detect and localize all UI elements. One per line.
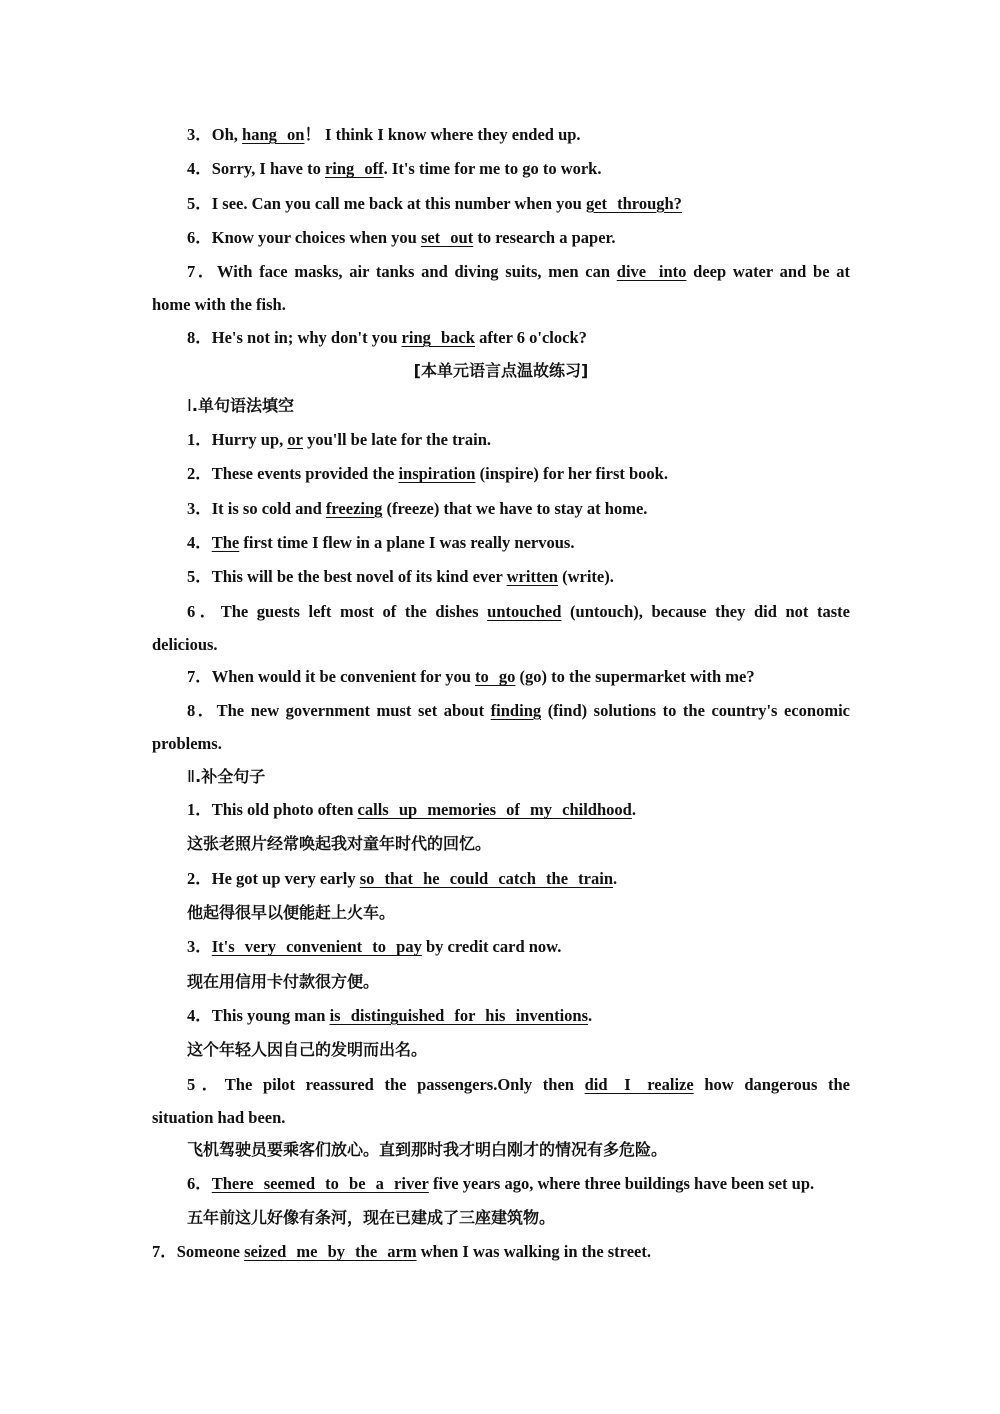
- sentence-item-6-translation: 五年前这儿好像有条河，现在已建成了三座建筑物。: [187, 1208, 556, 1228]
- item-text-before: He got up very early: [211, 868, 360, 888]
- item-text-before: The new government must set about: [216, 700, 491, 720]
- item-text-after: .: [613, 868, 618, 888]
- item-number: 3．: [187, 498, 212, 518]
- answer-blank: is distinguished for his inventions: [329, 1005, 589, 1025]
- answer-blank: set out: [420, 227, 474, 247]
- sentence-item-1: [152, 793, 850, 827]
- item-text-before: Sorry, I have to: [211, 159, 325, 179]
- item-number: 4．: [187, 532, 212, 552]
- item-text-after: when I was walking in the street.: [416, 1242, 651, 1262]
- item-text-after: to research a paper.: [473, 227, 616, 247]
- sentence-item-4-translation: 这个年轻人因自己的发明而出名。: [187, 1040, 428, 1060]
- sentence-item-2-translation: 他起得很早以便能赶上火车。: [187, 903, 396, 923]
- answer-blank: The: [211, 532, 240, 552]
- item-number: 7．: [187, 262, 218, 282]
- item-text-before: This young man: [211, 1005, 330, 1025]
- item-number: 4．: [187, 159, 212, 179]
- item-text-continued: problems.: [152, 734, 222, 754]
- item-number: 3．: [187, 937, 212, 957]
- item-text-after: by credit card now.: [421, 937, 562, 957]
- grammar-item-7: [152, 661, 850, 694]
- grammar-item-2: [152, 457, 850, 491]
- item-number: 6．: [187, 601, 221, 621]
- item-text-before: This will be the best novel of its kind ever: [211, 567, 507, 587]
- answer-blank: get through?: [585, 193, 682, 213]
- answer-blank: to go: [475, 667, 516, 687]
- sentence-item-6: [152, 1167, 850, 1201]
- item-text-after: first time I flew in a plane I was really nervous.: [239, 532, 575, 552]
- grammar-item-8-continued: [152, 728, 850, 761]
- item-text-before: When would it be convenient for you: [211, 667, 476, 687]
- answer-blank: finding: [490, 700, 542, 720]
- item-text-before: I see. Can you call me back at this number when you: [211, 193, 586, 213]
- item-text-before: He's not in; why don't you: [211, 327, 402, 347]
- sentence-item-3-translation: 现在用信用卡付款很方便。: [187, 971, 380, 991]
- item-text-after: five years ago, where three buildings have been set up.: [428, 1173, 815, 1193]
- worksheet-content: [152, 118, 850, 1270]
- item-text-after: (inspire) for her first book.: [475, 464, 668, 484]
- item-text-continued: delicious.: [152, 634, 218, 654]
- review-item-4: [152, 152, 850, 186]
- item-number: 3．: [187, 125, 212, 144]
- review-item-3: [152, 118, 850, 152]
- answer-blank: dive into: [616, 262, 687, 282]
- item-text-after: after 6 o'clock?: [474, 327, 587, 347]
- item-text-before: With face masks, air tanks and diving suits, men can: [217, 262, 617, 282]
- answer-blank: untouched: [487, 601, 562, 621]
- item-number: 1．: [187, 800, 212, 820]
- grammar-item-4: [152, 526, 850, 560]
- part-2-numeral: Ⅱ: [187, 766, 196, 786]
- grammar-item-6: [152, 595, 850, 629]
- item-number: 8．: [187, 327, 212, 347]
- item-number: 4．: [187, 1005, 212, 1025]
- item-text-before: Hurry up,: [211, 430, 288, 450]
- item-number: 6．: [187, 227, 212, 247]
- review-item-5: [152, 187, 850, 221]
- item-text-after: (find) solutions to the country's economic: [541, 700, 850, 720]
- grammar-item-6-continued: [152, 629, 850, 662]
- item-text-after: (untouch), because they did not taste: [561, 601, 850, 621]
- sentence-item-5: [152, 1068, 850, 1102]
- grammar-item-1: [152, 423, 850, 457]
- item-number: 5．: [187, 1074, 225, 1094]
- item-text-after: you'll be late for the train.: [302, 430, 492, 450]
- item-number: 1．: [187, 430, 212, 450]
- item-text-after: . It's time for me to go to work.: [383, 159, 602, 179]
- item-text-after: ！ I think I know where they ended up.: [304, 125, 581, 144]
- review-item-8: [152, 322, 850, 355]
- grammar-item-8: [152, 694, 850, 728]
- part-1-title: .单句语法填空: [191, 395, 294, 415]
- answer-blank: freezing: [325, 498, 383, 518]
- review-item-7: [152, 255, 850, 289]
- answer-blank: There seemed to be a river: [211, 1173, 429, 1193]
- sentence-item-1-translation: 这张老照片经常唤起我对童年时代的回忆。: [187, 834, 492, 854]
- answer-blank: hang on: [242, 125, 305, 144]
- sentence-item-4: [152, 999, 850, 1033]
- item-text-before: This old photo often: [211, 800, 358, 820]
- grammar-item-5: [152, 560, 850, 594]
- sentence-item-2: [152, 862, 850, 896]
- item-text-after: (go) to the supermarket with me?: [515, 667, 755, 687]
- item-text-before: The pilot reassured the passengers.Only then: [224, 1074, 585, 1094]
- sentence-item-3: [152, 930, 850, 964]
- answer-blank: written: [506, 567, 558, 587]
- section-title: [本单元语言点温故练习]: [413, 361, 589, 381]
- item-text-after: .: [631, 800, 636, 820]
- sentence-item-5-continued: [152, 1102, 850, 1135]
- review-item-6: [152, 221, 850, 255]
- item-text-before: The guests left most of the dishes: [220, 601, 488, 621]
- item-number: 5．: [187, 193, 212, 213]
- item-text-before: Oh,: [211, 125, 243, 144]
- grammar-item-3: [152, 492, 850, 526]
- part-2-heading: [152, 761, 850, 794]
- item-text-before: These events provided the: [211, 464, 399, 484]
- answer-blank: seized me by the arm: [244, 1242, 417, 1262]
- item-text-before: Know your choices when you: [211, 227, 421, 247]
- sentence-item-5-translation: 飞机驾驶员要乘客们放心。直到那时我才明白刚才的情况有多危险。: [187, 1140, 668, 1160]
- item-number: 8．: [187, 700, 217, 720]
- item-text-continued: situation had been.: [152, 1107, 286, 1127]
- sentence-item-7: [152, 1235, 850, 1269]
- answer-blank: It's very convenient to pay: [211, 937, 422, 957]
- item-text-after: (freeze) that we have to stay at home.: [382, 498, 648, 518]
- item-number: 2．: [187, 464, 212, 484]
- answer-blank: so that he could catch the train: [359, 868, 614, 888]
- item-number: 7．: [187, 667, 212, 687]
- item-text-continued: home with the fish.: [152, 295, 286, 315]
- item-text-before: Someone: [176, 1242, 245, 1262]
- answer-blank: inspiration: [398, 464, 476, 484]
- part-1-numeral: Ⅰ: [187, 395, 192, 415]
- item-number: 5．: [187, 567, 212, 587]
- item-text-after: (write).: [557, 567, 614, 587]
- item-text-after: how dangerous the: [693, 1074, 851, 1094]
- item-text-after: .: [588, 1005, 593, 1025]
- item-text-after: deep water and be at: [686, 262, 851, 282]
- answer-blank: calls up memories of my childhood: [357, 800, 632, 820]
- answer-blank: or: [287, 430, 303, 450]
- answer-blank: ring back: [401, 327, 475, 347]
- item-text-before: It is so cold and: [211, 498, 326, 518]
- answer-blank: did I realize: [584, 1074, 694, 1094]
- item-number: 7．: [152, 1242, 177, 1262]
- answer-blank: ring off: [324, 159, 384, 179]
- item-number: 6．: [187, 1173, 212, 1193]
- item-number: 2．: [187, 868, 212, 888]
- part-1-heading: [152, 389, 850, 423]
- review-item-7-continued: [152, 289, 850, 322]
- part-2-title: .补全句子: [195, 766, 266, 786]
